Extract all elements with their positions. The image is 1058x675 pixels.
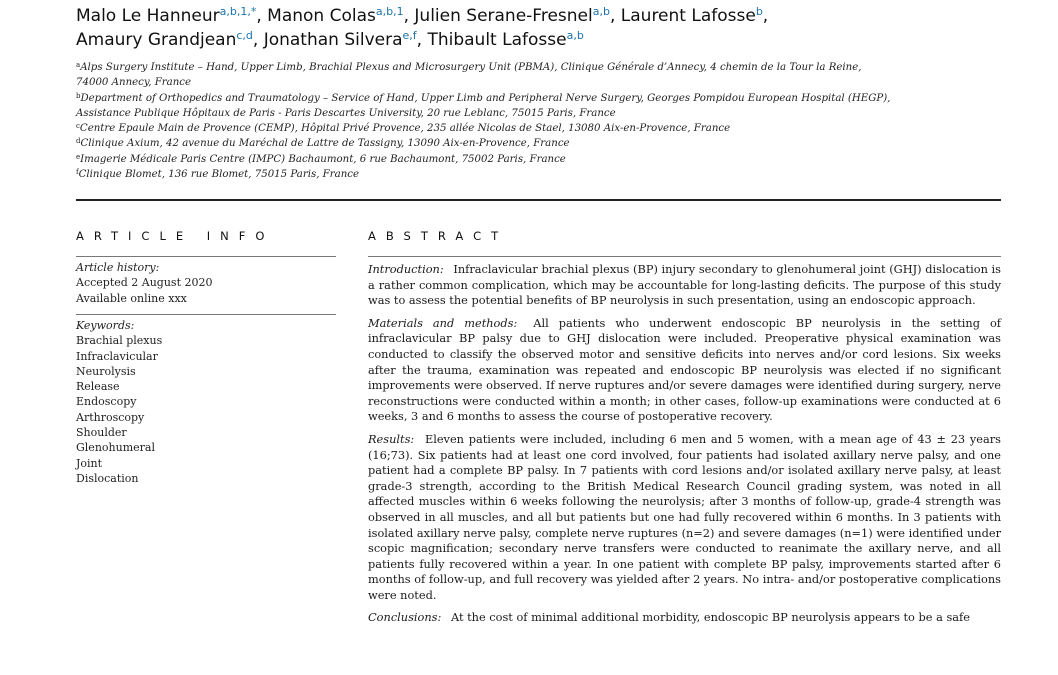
author-affiliation-marker[interactable]: e,f [402, 29, 417, 42]
history-entry: Accepted 2 August 2020 [76, 276, 213, 290]
keyword: Joint [76, 456, 103, 470]
author-affiliation-marker[interactable]: a,b [592, 5, 610, 18]
author[interactable]: Amaury Grandjean$^{c,d}$ [76, 29, 253, 50]
keywords-label: Keywords: [76, 319, 135, 332]
section-text: Infraclavicular brachial plexus (BP) injury secondary to glenohumeral joint (GHJ) dislocation is a rather common complication, which may be accountable for long-lasting deficits. The purpose of this study was to assess the potential benefits of BP neurolysis in such presentation, using an endoscopic approach. [368, 262, 1002, 308]
affiliation-line: 74000 Annecy, France [76, 77, 192, 89]
author[interactable]: Laurent Lafosse$^b$ [620, 5, 763, 26]
keyword: Brachial plexus [76, 334, 163, 348]
abstract-heading: ABSTRACT [368, 229, 509, 243]
author-affiliation-marker[interactable]: a,b,1 [375, 5, 404, 18]
author[interactable]: Julien Serane-Fresnel$^{a,b}$ [414, 5, 610, 26]
affiliation-line: $^a$Alps Surgery Institute – Hand, Upper Limb, Brachial Plexus and Microsurgery Unit (PBMA), Clinique Générale d’Annecy, 4 chemin de la Tour la Reine, [76, 61, 862, 73]
article-info-divider [76, 256, 336, 257]
abstract-divider [368, 256, 1001, 257]
keyword: Infraclavicular [76, 349, 158, 363]
keyword-list [76, 318, 336, 486]
author[interactable]: Jonathan Silvera$^{e,f}$ [263, 29, 417, 50]
author[interactable]: Thibault Lafosse$^{a,b}$ [427, 29, 584, 50]
section-text: All patients who underwent endoscopic BP neurolysis in the setting of infraclavicular BP palsy due to GHJ dislocation were included. Preoperative physical examination was conducted to classify the observed motor and sensitive deficits into nerves and/or cord lesions. Six weeks after the trauma, examination was repeated and endoscopic BP neurolysis was elected if no significant improvements were observed. If nerve ruptures and/or severe damages were identified during surgery, nerve reconstructions were conducted within a month; in other cases, follow-up examinations were conducted at 6 weeks, 3 and 6 months to assess the course of postoperative recovery. [368, 315, 1001, 424]
section-label: Results: [368, 431, 415, 446]
header-divider [76, 199, 1001, 201]
article-history [76, 260, 336, 306]
section-label: Introduction: [368, 262, 444, 276]
affiliation-line: $^f$Clinique Blomet, 136 rue Blomet, 75015 Paris, France [76, 168, 359, 181]
article-info-heading: ARTICLE INFO [76, 229, 275, 243]
history-entry: Available online xxx [76, 291, 187, 305]
abstract-introduction [368, 262, 1001, 309]
affiliation-list [76, 60, 1016, 182]
abstract-methods [368, 316, 1001, 425]
abstract-conclusions [368, 610, 1001, 626]
author[interactable]: Manon Colas$^{a,b,1}$ [267, 5, 404, 26]
author-affiliation-marker[interactable]: a,b [566, 29, 584, 42]
author-affiliation-marker[interactable]: a,b,1,* [219, 5, 257, 18]
author-affiliation-marker[interactable]: c,d [236, 29, 253, 42]
affiliation-line: $^e$Imagerie Médicale Paris Centre (IMPC) Bachaumont, 6 rue Bachaumont, 75002 Paris, France [76, 152, 566, 165]
section-text: At the cost of minimal additional morbidity, endoscopic BP neurolysis appears to be a safe [450, 610, 970, 625]
section-text: Eleven patients were included, including 6 men and 5 women, with a mean age of 43 ± 23 years (16;73). Six patients had at least one cord involved, four patients had isolated axillary nerve palsy, and one patient had a complete BP palsy. In 7 patients with cord lesions and/or isolated axillary nerve palsy, at least grade-3 strength, according to the British Medical Research Council grading system, was noted in all affected muscles within 6 weeks following the neurolysis; after 3 months of follow-up, grade-4 strength was observed in all muscles, and all but patients but one had fully recovered within 6 months. In 3 patients with isolated axillary nerve palsy, complete nerve ruptures (n=2) and severe damages (n=1) were identified under scopic magnification; secondary nerve transfers were conducted to reanimate the axillary nerve, and all patients fully recovered within a year. In one patient with complete BP palsy, improvements started after 6 months of follow-up, and full recovery was yielded after 2 years. No intra- and/or postoperative complications were noted. [368, 431, 1001, 602]
author-affiliation-marker[interactable]: b [755, 5, 763, 18]
article-history-label: Article history: [76, 261, 160, 274]
author[interactable]: Malo Le Hanneur$^{a,b,1,*}$ [76, 5, 257, 26]
section-label: Conclusions: [368, 610, 442, 625]
section-label: Materials and methods: [368, 315, 518, 330]
abstract-body [368, 262, 1001, 633]
keywords-divider [76, 314, 336, 315]
affiliation-line: Assistance Publique Hôpitaux de Paris - Paris Descartes University, 20 rue Leblanc, 75015 Paris, France [76, 107, 616, 119]
keyword: Dislocation [76, 471, 139, 485]
keyword: Glenohumeral [76, 441, 155, 455]
keyword: Arthroscopy [76, 410, 145, 424]
affiliation-line: $^c$Centre Epaule Main de Provence (CEMP), Hôpital Privé Provence, 235 allée Nicolas de Stael, 13080 Aix-en-Provence, France [76, 122, 731, 135]
keyword: Release [76, 380, 120, 394]
keyword: Neurolysis [76, 364, 136, 378]
keyword: Shoulder [76, 426, 127, 440]
affiliation-line: $^b$Department of Orthopedics and Traumatology – Service of Hand, Upper Limb and Peripheral Nerve Surgery, Georges Pompidou European Hospital (HEGP), [76, 91, 891, 104]
keyword: Endoscopy [76, 395, 137, 409]
author-list: Malo Le Hanneur$^{a,b,1,*}$, Manon Colas$^{a,b,1}$, Julien Serane-Fresnel$^{a,b}$, Laurent Lafosse$^b$, Amaury Grandjean$^{c,d}$, Jonathan Silvera$^{e,f}$, Thibault Lafosse$^{a,b}$ [76, 5, 769, 50]
affiliation-line: $^d$Clinique Axium, 42 avenue du Maréchal de Lattre de Tassigny, 13090 Aix-en-Provence, France [76, 137, 570, 150]
abstract-results [368, 432, 1001, 604]
